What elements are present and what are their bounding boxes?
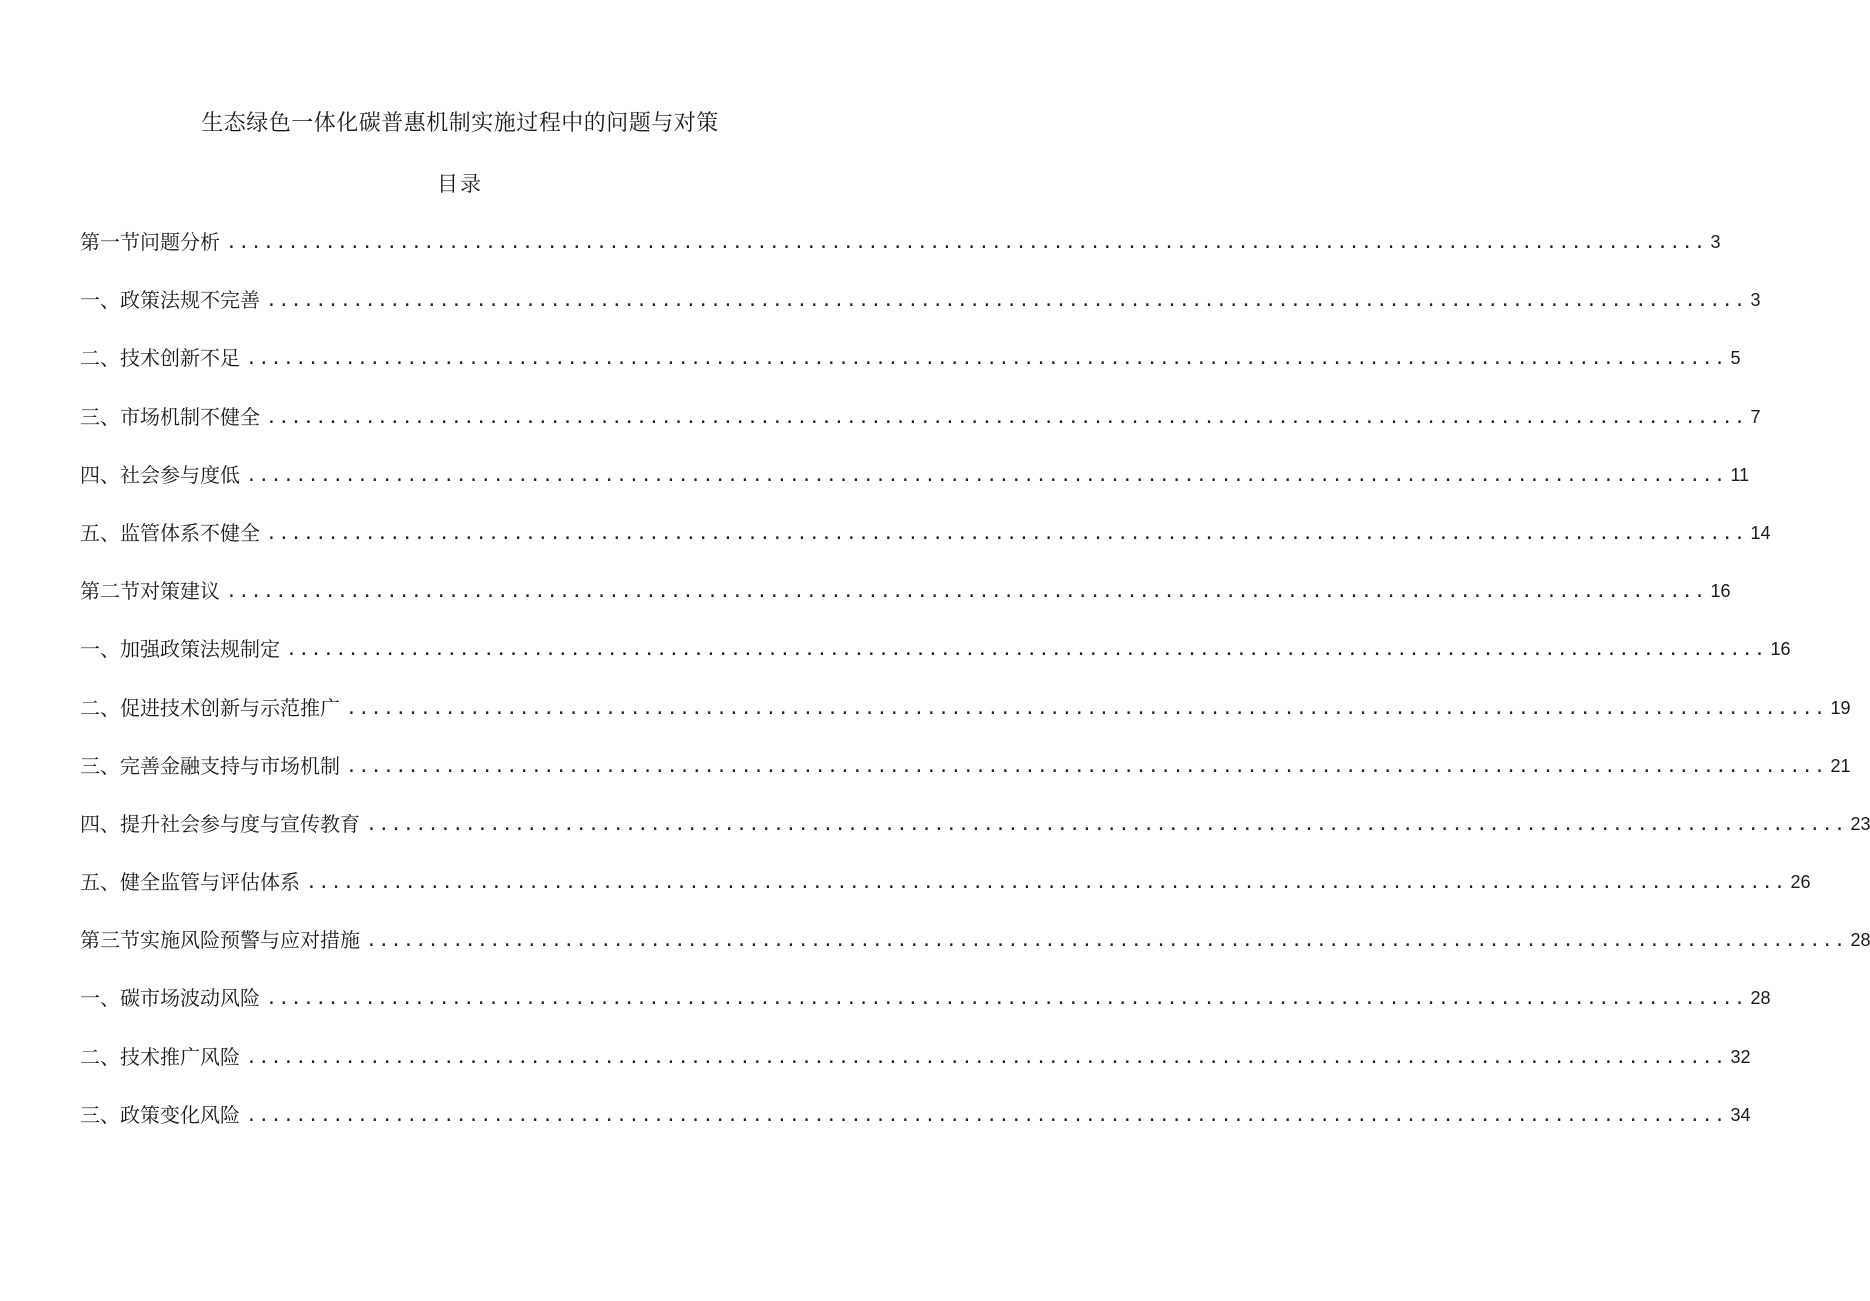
toc-entry-page: 16 xyxy=(1770,639,1791,660)
toc-dot-leader: ........................................................................................................................ xyxy=(246,1046,1727,1068)
toc-entry-label: 二、技术创新不足 xyxy=(80,346,240,371)
toc-entry-page: 21 xyxy=(1830,755,1851,776)
toc-entry-label: 一、加强政策法规制定 xyxy=(80,637,280,662)
toc-dot-leader: ........................................................................................................................ xyxy=(266,522,1747,544)
toc-entry-page: 28 xyxy=(1750,988,1771,1009)
toc-entry[interactable] xyxy=(80,925,1870,983)
toc-dot-leader: ........................................................................................................................ xyxy=(246,464,1727,486)
toc-entry-page: 19 xyxy=(1830,697,1851,718)
toc-entry[interactable] xyxy=(80,518,1771,576)
toc-entry[interactable] xyxy=(80,227,1721,285)
toc-dot-leader: ........................................................................................................................ xyxy=(266,988,1747,1010)
toc-entry-label: 一、碳市场波动风险 xyxy=(80,986,260,1011)
toc-entry-page: 32 xyxy=(1730,1046,1751,1067)
toc-dot-leader: ........................................................................................................................ xyxy=(346,697,1827,719)
toc-entry[interactable] xyxy=(80,576,1731,634)
toc-dot-leader: ........................................................................................................................ xyxy=(266,406,1747,428)
toc-entry-page: 23 xyxy=(1850,813,1870,834)
toc-dot-leader: ........................................................................................................................ xyxy=(346,755,1827,777)
toc-entry-label: 第一节问题分析 xyxy=(80,230,220,254)
toc-entry-label: 一、政策法规不完善 xyxy=(80,288,260,313)
toc-entry-label: 二、促进技术创新与示范推广 xyxy=(80,695,340,720)
toc-dot-leader: ........................................................................................................................ xyxy=(226,232,1707,253)
toc-entry-page: 3 xyxy=(1750,290,1761,311)
toc-entry-page: 11 xyxy=(1730,464,1750,485)
toc-entry-label: 第二节对策建议 xyxy=(80,579,220,604)
toc-entry-label: 三、市场机制不健全 xyxy=(80,404,260,429)
toc-entry-label: 五、监管体系不健全 xyxy=(80,520,260,545)
toc-dot-leader: ........................................................................................................................ xyxy=(286,639,1767,661)
toc-entry-page: 7 xyxy=(1750,406,1761,427)
toc-entry[interactable] xyxy=(80,1042,1751,1100)
toc-entry[interactable] xyxy=(80,867,1811,925)
toc-entry[interactable] xyxy=(80,460,1750,518)
toc-entry[interactable] xyxy=(80,285,1761,343)
toc-entry-label: 三、政策变化风险 xyxy=(80,1102,240,1127)
toc-entry[interactable] xyxy=(80,634,1791,692)
toc-dot-leader: ........................................................................................................................ xyxy=(266,290,1747,312)
toc-entry-label: 二、技术推广风险 xyxy=(80,1044,240,1069)
toc-entry-page: 28 xyxy=(1850,930,1870,951)
toc-entry-page: 5 xyxy=(1730,348,1741,369)
table-of-contents xyxy=(80,227,1870,1158)
toc-dot-leader: ........................................................................................................................ xyxy=(226,581,1707,603)
toc-entry-label: 五、健全监管与评估体系 xyxy=(80,870,300,895)
toc-entry[interactable] xyxy=(80,402,1761,460)
toc-entry-page: 34 xyxy=(1730,1104,1751,1125)
toc-entry[interactable] xyxy=(80,983,1771,1041)
toc-entry-label: 三、完善金融支持与市场机制 xyxy=(80,753,340,778)
toc-entry[interactable] xyxy=(80,343,1741,401)
toc-entry[interactable] xyxy=(80,809,1870,867)
toc-entry[interactable] xyxy=(80,751,1851,809)
toc-dot-leader: ........................................................................................................................ xyxy=(366,930,1847,952)
toc-heading: 目录 xyxy=(437,172,483,196)
toc-entry-page: 26 xyxy=(1790,872,1811,893)
toc-entry-page: 16 xyxy=(1710,581,1731,602)
toc-entry[interactable] xyxy=(80,693,1851,751)
toc-entry-page: 14 xyxy=(1750,522,1771,543)
toc-dot-leader: ........................................................................................................................ xyxy=(366,813,1847,835)
toc-entry-label: 第三节实施风险预警与应对措施 xyxy=(80,928,360,953)
toc-entry-page: 3 xyxy=(1710,232,1721,252)
toc-entry-label: 四、提升社会参与度与宣传教育 xyxy=(80,811,360,836)
toc-dot-leader: ........................................................................................................................ xyxy=(306,872,1787,894)
toc-dot-leader: ........................................................................................................................ xyxy=(246,348,1727,370)
toc-entry[interactable] xyxy=(80,1100,1751,1158)
toc-dot-leader: ........................................................................................................................ xyxy=(246,1104,1727,1126)
toc-entry-label: 四、社会参与度低 xyxy=(80,462,240,487)
document-title: 生态绿色一体化碳普惠机制实施过程中的问题与对策 xyxy=(201,111,719,136)
